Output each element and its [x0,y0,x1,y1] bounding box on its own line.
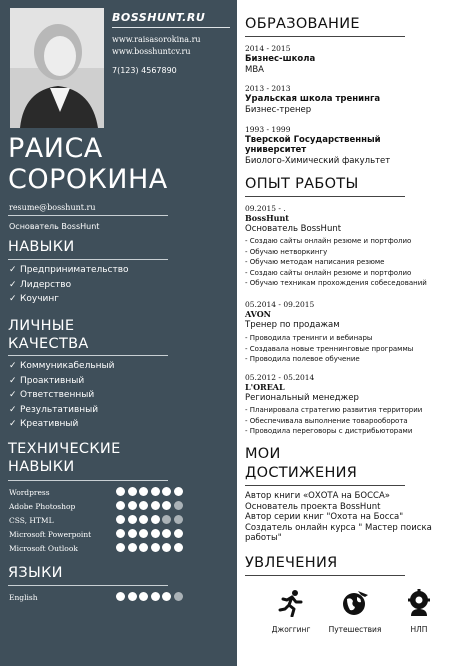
education-divider [245,36,405,37]
first-name: РАИСА [8,133,103,164]
profile-photo [10,8,104,128]
level-dot-empty [162,515,171,524]
level-dot-filled [162,543,171,552]
list-item: ✓ Ответственный [9,388,114,403]
experience-divider [245,196,405,197]
education-school: Бизнес-школа [245,54,316,64]
achievements-heading-line1: МОИ [245,446,281,462]
check-icon: ✓ [9,404,17,415]
hobby-label: НЛП [410,625,428,634]
tech-skill-row [9,501,229,513]
level-dot-filled [116,501,125,510]
achievement-line: Автор серии книг "Охота на Босса" [245,512,404,522]
level-dot-empty [174,515,183,524]
job-period: 09.2015 - . [245,204,286,213]
level-dot-filled [151,592,160,601]
tech-skill-label: Microsoft Outlook [9,544,78,553]
email-link[interactable]: resume@bosshunt.ru [9,203,96,212]
website-link-1[interactable]: www.raisasorokina.ru [112,35,201,44]
tech-skill-row [9,543,229,555]
level-dot-filled [116,487,125,496]
brand-divider [112,27,230,28]
list-item: - Обучаю техникам прохождения собеседований [245,279,427,288]
education-years: 2013 - 2013 [245,84,291,93]
achievement-line: Основатель проекта BossHunt [245,501,381,512]
qualities-divider [8,355,168,356]
tech-heading-line2: НАВЫКИ [8,459,75,475]
achievements-list [245,491,432,544]
qualities-heading-line2: КАЧЕСТВА [8,336,89,352]
level-dot-filled [128,543,137,552]
tech-skill-row [9,487,229,499]
tech-skill-label: Microsoft Powerpoint [9,530,92,539]
tech-skill-row [9,515,229,527]
last-name: СОРОКИНА [8,164,168,195]
list-item: - Создаю сайты онлайн резюме и портфолио [245,237,412,245]
job-period: 05.2014 - 09.2015 [245,300,315,309]
list-item: - Проводила полевое обучение [245,355,360,364]
level-dot-filled [128,529,137,538]
level-dot-filled [116,592,125,601]
list-item: ✓ Результативный [9,403,114,418]
level-dot-filled [151,529,160,538]
job-company: AVON [245,309,271,319]
level-dot-filled [128,501,137,510]
languages-heading: ЯЗЫКИ [8,565,63,581]
check-icon: ✓ [9,361,17,371]
level-dot-filled [139,515,148,524]
level-dot-empty [174,501,183,510]
qualities-list [9,359,114,432]
brand-name: BOSSHUNT.RU [112,11,206,24]
tech-skill-label: CSS, HTML [9,516,54,525]
level-dot-empty [174,592,183,601]
list-item: - Обучаю методам написания резюме [245,258,385,267]
check-icon: ✓ [9,265,17,275]
level-dot-filled [116,543,125,552]
level-dot-filled [162,529,171,538]
tech-skill-label: Adobe Photoshop [9,502,76,511]
check-icon: ✓ [9,390,17,400]
level-dot-filled [151,501,160,510]
achievement-line: Автор книги «ОХОТА на БОССА» [245,491,390,501]
check-icon: ✓ [9,294,17,304]
list-item: - Создавала новые треннинговые программы [245,344,414,353]
check-icon: ✓ [9,419,17,429]
job-duties [245,236,427,289]
education-degree: MBA [245,65,264,75]
languages-divider [8,585,168,586]
tech-heading-line1: ТЕХНИЧЕСКИЕ [8,441,121,457]
skills-heading: НАВЫКИ [8,239,75,255]
achievement-line: Создатель онлайн курса " Мастер поиска [245,522,432,533]
job-period: 05.2012 - 05.2014 [245,373,315,382]
education-school: Тверской Государственный [245,135,381,145]
education-heading: ОБРАЗОВАНИЕ [245,16,360,32]
education-degree: Бизнес-тренер [245,105,312,115]
language-row [9,592,229,604]
job-role: Региональный менеджер [245,393,359,403]
list-item: ✓ Лидерство [9,278,129,293]
level-dot-filled [162,487,171,496]
level-dot-filled [151,543,160,552]
level-dot-filled [162,501,171,510]
level-dot-filled [174,487,183,496]
list-item: - Проводила тренинги и вебинары [245,334,373,342]
qualities-heading-line1: ЛИЧНЫЕ [8,318,75,334]
achievement-line: работы" [245,533,282,543]
level-dot-filled [116,529,125,538]
hobby-jogging [261,589,321,634]
level-dot-filled [151,487,160,496]
list-item: - Создаю сайты онлайн резюме и портфолио [245,268,412,277]
list-item: ✓ Проактивный [9,374,114,389]
language-label: English [9,593,38,602]
skills-list [9,263,129,307]
level-dot-filled [116,515,125,524]
hobby-nlp [389,589,449,634]
level-dot-filled [139,529,148,538]
level-dot-filled [162,592,171,601]
divider [8,215,168,216]
hobbies-heading: УВЛЕЧЕНИЯ [245,555,338,571]
level-dot-filled [174,529,183,538]
level-dot-filled [151,515,160,524]
check-icon: ✓ [9,375,17,386]
level-dot-filled [139,592,148,601]
list-item: - Планировала стратегию развития территории [245,406,423,414]
level-dot-filled [139,501,148,510]
list-item: ✓ Креативный [9,417,114,432]
tech-skill-row [9,529,229,541]
education-degree: Биолого-Химический факультет [245,156,391,166]
job-title: Основатель BossHunt [9,222,100,231]
education-school: университет [245,145,307,155]
level-dot-filled [174,543,183,552]
runner-icon [277,589,305,617]
hobby-label: Джоггинг [271,625,311,634]
job-duties [245,333,413,365]
hobby-travel [325,589,385,634]
tech-divider [8,480,168,481]
achievements-heading-line2: ДОСТИЖЕНИЯ [245,465,358,481]
level-dot-filled [139,487,148,496]
globe-plane-icon [341,589,369,617]
level-dot-filled [139,543,148,552]
list-item: - Обеспечивала выполнение товарооборота [245,416,408,425]
hobby-label: Путешествия [328,625,382,634]
education-years: 1993 - 1999 [245,125,291,134]
achievements-divider [245,485,405,486]
hobbies-divider [245,575,405,576]
education-school: Уральская школа тренинга [245,94,381,104]
list-item: - Обучаю нетворкингу [245,247,328,256]
list-item: ✓ Коммуникабельный [9,359,114,374]
job-company: L'OREAL [245,382,285,392]
skills-divider [8,259,168,260]
job-company: BossHunt [245,213,289,223]
list-item: ✓ Предпринимательство [9,263,129,278]
job-role: Основатель BossHunt [245,224,342,234]
job-role: Тренер по продажам [245,320,340,330]
phone-number: 7(123) 4567890 [112,66,177,75]
tech-skill-label: Wordpress [9,488,50,497]
list-item: - Проводила переговоры с дистрибьюторами [245,427,413,436]
check-icon: ✓ [9,279,17,290]
list-item: ✓ Коучинг [9,292,129,307]
job-duties [245,405,422,437]
level-dot-filled [128,515,137,524]
education-years: 2014 - 2015 [245,44,291,53]
website-link-2[interactable]: www.bosshuntcv.ru [112,47,191,56]
experience-heading: ОПЫТ РАБОТЫ [245,176,359,192]
level-dot-filled [128,592,137,601]
brain-gear-icon [405,589,433,617]
level-dot-filled [128,487,137,496]
main-content [237,0,469,666]
